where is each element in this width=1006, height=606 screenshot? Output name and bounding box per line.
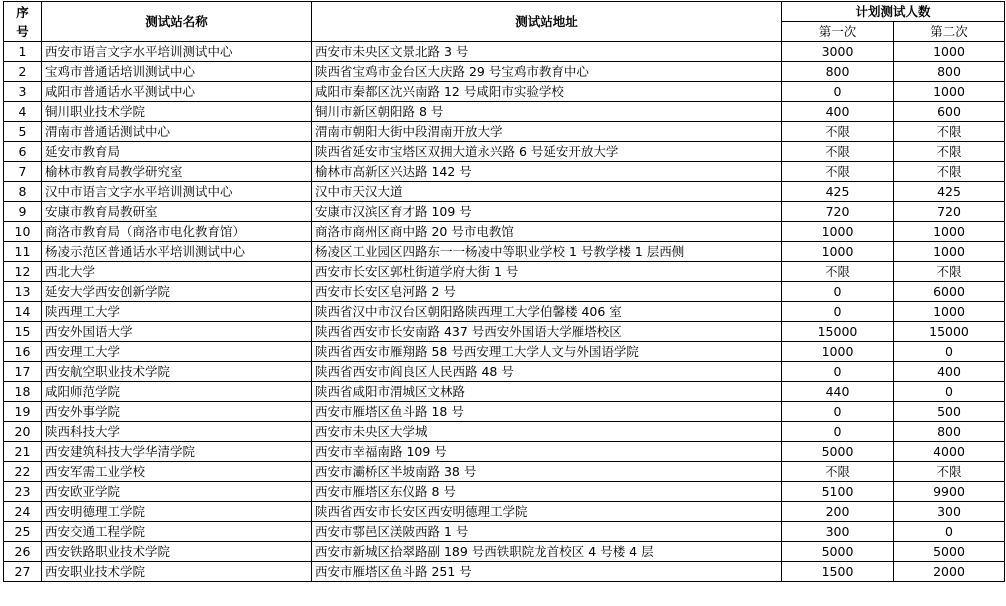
row-second-round-count: 不限: [894, 262, 1005, 282]
row-second-round-count: 2000: [894, 562, 1005, 582]
row-second-round-count: 425: [894, 182, 1005, 202]
row-serial-number: 24: [4, 502, 42, 522]
row-station-address: 榆林市高新区兴达路 142 号: [312, 162, 782, 182]
row-station-name: 延安市教育局: [42, 142, 312, 162]
row-second-round-count: 不限: [894, 142, 1005, 162]
table-row: [4, 362, 1005, 382]
row-serial-number: 12: [4, 262, 42, 282]
table-row: [4, 62, 1005, 82]
row-station-address: 西安市灞桥区半坡南路 38 号: [312, 462, 782, 482]
table-row: [4, 462, 1005, 482]
row-serial-number: 16: [4, 342, 42, 362]
table-row: [4, 162, 1005, 182]
row-first-round-count: 300: [782, 522, 894, 542]
row-station-name: 商洛市教育局（商洛市电化教育馆）: [42, 222, 312, 242]
row-station-address: 西安市雁塔区鱼斗路 18 号: [312, 402, 782, 422]
row-station-address: 西安市雁塔区鱼斗路 251 号: [312, 562, 782, 582]
row-serial-number: 3: [4, 82, 42, 102]
row-serial-number: 13: [4, 282, 42, 302]
table-row: [4, 42, 1005, 62]
row-serial-number: 25: [4, 522, 42, 542]
row-serial-number: 7: [4, 162, 42, 182]
row-station-address: 陕西省宝鸡市金台区大庆路 29 号宝鸡市教育中心: [312, 62, 782, 82]
row-first-round-count: 不限: [782, 142, 894, 162]
test-station-table: [3, 1, 1005, 582]
table-row: [4, 302, 1005, 322]
table-header: [4, 2, 1005, 42]
row-station-address: 商洛市商州区商中路 20 号市电教馆: [312, 222, 782, 242]
row-second-round-count: 0: [894, 382, 1005, 402]
table-row: [4, 502, 1005, 522]
row-station-address: 安康市汉滨区育才路 109 号: [312, 202, 782, 222]
row-serial-number: 14: [4, 302, 42, 322]
row-station-address: 陕西省咸阳市渭城区文林路: [312, 382, 782, 402]
row-second-round-count: 0: [894, 522, 1005, 542]
row-first-round-count: 不限: [782, 122, 894, 142]
row-station-address: 西安市未央区文景北路 3 号: [312, 42, 782, 62]
row-first-round-count: 200: [782, 502, 894, 522]
row-serial-number: 5: [4, 122, 42, 142]
row-second-round-count: 15000: [894, 322, 1005, 342]
row-second-round-count: 600: [894, 102, 1005, 122]
row-station-name: 杨凌示范区普通话水平培训测试中心: [42, 242, 312, 262]
row-station-name: 西安职业技术学院: [42, 562, 312, 582]
row-first-round-count: 1000: [782, 242, 894, 262]
row-station-name: 陕西科技大学: [42, 422, 312, 442]
row-second-round-count: 1000: [894, 242, 1005, 262]
header-planned-count: 计划测试人数: [782, 2, 1005, 22]
row-serial-number: 17: [4, 362, 42, 382]
row-station-address: 渭南市朝阳大街中段渭南开放大学: [312, 122, 782, 142]
row-serial-number: 19: [4, 402, 42, 422]
row-serial-number: 8: [4, 182, 42, 202]
row-second-round-count: 800: [894, 62, 1005, 82]
row-serial-number: 15: [4, 322, 42, 342]
row-first-round-count: 0: [782, 82, 894, 102]
row-station-name: 西安军需工业学校: [42, 462, 312, 482]
row-station-name: 安康市教育局教研室: [42, 202, 312, 222]
row-station-name: 咸阳师范学院: [42, 382, 312, 402]
row-first-round-count: 15000: [782, 322, 894, 342]
row-station-address: 汉中市天汉大道: [312, 182, 782, 202]
table-row: [4, 322, 1005, 342]
row-second-round-count: 800: [894, 422, 1005, 442]
row-station-address: 西安市新城区拾翠路副 189 号西铁职院龙首校区 4 号楼 4 层: [312, 542, 782, 562]
row-serial-number: 21: [4, 442, 42, 462]
row-station-name: 陕西理工大学: [42, 302, 312, 322]
row-first-round-count: 0: [782, 302, 894, 322]
header-serial-number: 序号: [4, 2, 42, 42]
row-first-round-count: 0: [782, 362, 894, 382]
row-first-round-count: 不限: [782, 262, 894, 282]
row-first-round-count: 0: [782, 402, 894, 422]
row-station-name: 西安外国语大学: [42, 322, 312, 342]
header-station-name: 测试站名称: [42, 2, 312, 42]
row-station-name: 榆林市教育局教学研究室: [42, 162, 312, 182]
row-station-name: 西安铁路职业技术学院: [42, 542, 312, 562]
row-second-round-count: 500: [894, 402, 1005, 422]
row-second-round-count: 1000: [894, 222, 1005, 242]
row-first-round-count: 1000: [782, 222, 894, 242]
row-serial-number: 1: [4, 42, 42, 62]
table-row: [4, 382, 1005, 402]
row-serial-number: 2: [4, 62, 42, 82]
row-station-name: 西安市语言文字水平培训测试中心: [42, 42, 312, 62]
row-station-address: 陕西省汉中市汉台区朝阳路陕西理工大学伯馨楼 406 室: [312, 302, 782, 322]
header-second-round: 第二次: [894, 22, 1005, 42]
row-second-round-count: 1000: [894, 42, 1005, 62]
header-station-address: 测试站地址: [312, 2, 782, 42]
row-station-address: 西安市雁塔区东仪路 8 号: [312, 482, 782, 502]
row-serial-number: 23: [4, 482, 42, 502]
row-station-address: 杨凌区工业园区四路东一一杨凌中等职业学校 1 号教学楼 1 层西侧: [312, 242, 782, 262]
table-row: [4, 402, 1005, 422]
row-station-name: 延安大学西安创新学院: [42, 282, 312, 302]
row-station-address: 陕西省西安市雁翔路 58 号西安理工大学人文与外国语学院: [312, 342, 782, 362]
row-second-round-count: 1000: [894, 82, 1005, 102]
row-second-round-count: 400: [894, 362, 1005, 382]
row-second-round-count: 0: [894, 342, 1005, 362]
row-first-round-count: 720: [782, 202, 894, 222]
row-first-round-count: 425: [782, 182, 894, 202]
row-first-round-count: 0: [782, 422, 894, 442]
row-station-address: 西安市长安区郭杜街道学府大街 1 号: [312, 262, 782, 282]
table-row: [4, 342, 1005, 362]
table-row: [4, 242, 1005, 262]
row-second-round-count: 6000: [894, 282, 1005, 302]
row-first-round-count: 3000: [782, 42, 894, 62]
table-row: [4, 262, 1005, 282]
table-row: [4, 142, 1005, 162]
row-second-round-count: 5000: [894, 542, 1005, 562]
row-station-address: 陕西省西安市阎良区人民西路 48 号: [312, 362, 782, 382]
row-second-round-count: 300: [894, 502, 1005, 522]
table-row: [4, 222, 1005, 242]
row-second-round-count: 不限: [894, 462, 1005, 482]
row-station-address: 陕西省延安市宝塔区双拥大道永兴路 6 号延安开放大学: [312, 142, 782, 162]
row-second-round-count: 720: [894, 202, 1005, 222]
table-row: [4, 182, 1005, 202]
row-station-name: 西安交通工程学院: [42, 522, 312, 542]
row-station-address: 西安市未央区大学城: [312, 422, 782, 442]
row-second-round-count: 1000: [894, 302, 1005, 322]
row-station-address: 西安市长安区皂河路 2 号: [312, 282, 782, 302]
row-serial-number: 4: [4, 102, 42, 122]
table-row: [4, 102, 1005, 122]
row-second-round-count: 不限: [894, 122, 1005, 142]
row-station-name: 铜川职业技术学院: [42, 102, 312, 122]
row-first-round-count: 800: [782, 62, 894, 82]
row-serial-number: 11: [4, 242, 42, 262]
row-station-name: 西安欧亚学院: [42, 482, 312, 502]
row-station-address: 陕西省西安市长安区西安明德理工学院: [312, 502, 782, 522]
row-second-round-count: 4000: [894, 442, 1005, 462]
row-station-name: 西安明德理工学院: [42, 502, 312, 522]
row-station-name: 西安建筑科技大学华清学院: [42, 442, 312, 462]
table-row: [4, 122, 1005, 142]
row-station-name: 汉中市语言文字水平培训测试中心: [42, 182, 312, 202]
row-station-name: 渭南市普通话测试中心: [42, 122, 312, 142]
row-station-name: 西北大学: [42, 262, 312, 282]
row-first-round-count: 440: [782, 382, 894, 402]
row-first-round-count: 5100: [782, 482, 894, 502]
table-row: [4, 442, 1005, 462]
header-first-round: 第一次: [782, 22, 894, 42]
row-station-address: 铜川市新区朝阳路 8 号: [312, 102, 782, 122]
row-first-round-count: 1000: [782, 342, 894, 362]
row-station-address: 陕西省西安市长安南路 437 号西安外国语大学雁塔校区: [312, 322, 782, 342]
row-station-name: 西安理工大学: [42, 342, 312, 362]
row-station-name: 西安航空职业技术学院: [42, 362, 312, 382]
row-serial-number: 26: [4, 542, 42, 562]
row-station-address: 咸阳市秦都区沈兴南路 12 号咸阳市实验学校: [312, 82, 782, 102]
row-first-round-count: 1500: [782, 562, 894, 582]
row-serial-number: 9: [4, 202, 42, 222]
row-station-address: 西安市幸福南路 109 号: [312, 442, 782, 462]
row-serial-number: 6: [4, 142, 42, 162]
row-station-name: 咸阳市普通话水平测试中心: [42, 82, 312, 102]
row-serial-number: 20: [4, 422, 42, 442]
row-station-name: 宝鸡市普通话培训测试中心: [42, 62, 312, 82]
table-row: [4, 82, 1005, 102]
row-serial-number: 10: [4, 222, 42, 242]
table-row: [4, 202, 1005, 222]
row-first-round-count: 不限: [782, 162, 894, 182]
table-row: [4, 422, 1005, 442]
row-first-round-count: 5000: [782, 442, 894, 462]
table-row: [4, 282, 1005, 302]
row-serial-number: 27: [4, 562, 42, 582]
table-body: [4, 42, 1005, 582]
row-first-round-count: 不限: [782, 462, 894, 482]
table-row: [4, 542, 1005, 562]
table-row: [4, 482, 1005, 502]
row-first-round-count: 400: [782, 102, 894, 122]
row-station-name: 西安外事学院: [42, 402, 312, 422]
row-second-round-count: 9900: [894, 482, 1005, 502]
row-serial-number: 22: [4, 462, 42, 482]
row-serial-number: 18: [4, 382, 42, 402]
row-first-round-count: 5000: [782, 542, 894, 562]
row-second-round-count: 不限: [894, 162, 1005, 182]
table-row: [4, 562, 1005, 582]
table-row: [4, 522, 1005, 542]
row-first-round-count: 0: [782, 282, 894, 302]
row-station-address: 西安市鄠邑区渼陂西路 1 号: [312, 522, 782, 542]
